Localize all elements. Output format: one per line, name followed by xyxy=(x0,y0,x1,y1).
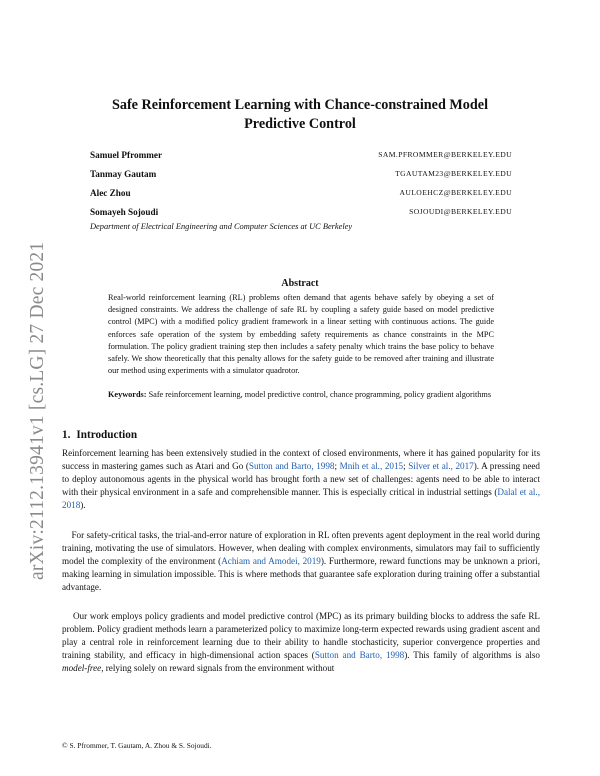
keywords xyxy=(108,389,494,401)
arxiv-identifier: arXiv:2112.13941v1 [cs.LG] 27 Dec 2021 xyxy=(27,241,48,580)
text-run: ). This family of algorithms is also xyxy=(404,650,540,661)
paper-title: Safe Reinforcement Learning with Chance-constrained Model Predictive Control xyxy=(111,97,489,132)
author-name: Somayeh Sojoudi xyxy=(90,207,159,217)
section-number: 1. xyxy=(62,429,71,441)
citation-link[interactable]: Sutton and Barto, 1998 xyxy=(314,650,405,661)
author-email: TGAUTAM23@BERKELEY.EDU xyxy=(395,169,512,178)
section-heading xyxy=(62,429,137,441)
author-row xyxy=(90,207,512,221)
text-run: , relying solely on reward signals from the environment without xyxy=(101,663,335,674)
text-run: ). Furthermore, reward functions may be unknown a priori, making learning in simulation impossible. This is where methods that guarantee safe exploration during training offer a substantial advantage. xyxy=(62,556,540,593)
author-email: AULOEHCZ@BERKELEY.EDU xyxy=(399,188,512,197)
text-run: ; xyxy=(334,461,340,472)
copyright-footer: © S. Pfrommer, T. Gautam, A. Zhou & S. Sojoudi. xyxy=(62,741,212,750)
text-run: ; xyxy=(403,461,409,472)
citation-link[interactable]: Mnih et al., 2015 xyxy=(339,461,404,472)
author-name: Tanmay Gautam xyxy=(90,169,157,179)
author-email: SAM.PFROMMER@BERKELEY.EDU xyxy=(378,150,512,159)
text-run: ). A pressing need to deploy autonomous agents in the physical world has brought forth a new set of challenges: agents need to be able to interact with their physical environment in a safe and comprehensible manner. This is especially critical in industrial settings ( xyxy=(62,461,540,498)
keywords-label: Keywords: xyxy=(108,390,147,399)
author-row xyxy=(90,169,512,183)
text-run: Reinforcement learning has been extensively studied in the context of closed environments, where it has gained popularity for its success in mastering games such as Atari and Go ( xyxy=(62,448,540,472)
citation-link[interactable]: Achiam and Amodei, 2019 xyxy=(221,556,321,567)
text-run: Our work employs policy gradients and model predictive control (MPC) as its primary building blocks to address the safe RL problem. Policy gradient methods learn a parameterized policy to maximize long-term expected rewards using gradient ascent and play a central role in reinforcement learning due to their ability to handle stochasticity, superior convergence properties and training stability, and efficacy in high-dimensional action spaces ( xyxy=(62,611,540,661)
citation-link[interactable]: Dalal et al., 2018 xyxy=(62,487,540,511)
keywords-text: Safe reinforcement learning, model predictive control, chance programming, policy gradient algorithms xyxy=(148,390,492,399)
paragraph xyxy=(62,447,540,512)
section-title: Introduction xyxy=(76,429,138,441)
abstract-heading: Abstract xyxy=(281,278,319,289)
affiliation: Department of Electrical Engineering and Computer Sciences at UC Berkeley xyxy=(90,222,353,231)
citation-link[interactable]: Sutton and Barto, 1998 xyxy=(248,461,335,472)
author-row xyxy=(90,150,512,164)
text-run: ). xyxy=(80,500,86,511)
author-name: Samuel Pfrommer xyxy=(90,150,163,160)
author-row xyxy=(90,188,512,202)
abstract-text: Real-world reinforcement learning (RL) problems often demand that agents behave safely by obeying a set of designed constraints. We address the challenge of safe RL by coupling a safety guide based on model predictive control (MPC) with a modified policy gradient framework in a linear setting with continuous actions. The guide enforces safe operation of the system by embedding safety requirements as chance constraints in the MPC formulation. The policy gradient training step then includes a safety penalty which trains the base policy to behave safely. We show theoretically that this penalty allows for the safety guide to be removed after training and illustrate our method using experiments with a simulator quadrotor. xyxy=(108,293,494,376)
emphasis: model-free xyxy=(62,663,102,674)
author-name: Alec Zhou xyxy=(90,188,131,198)
author-email: SOJOUDI@BERKELEY.EDU xyxy=(409,207,512,216)
paragraph xyxy=(62,610,540,675)
text-run: For safety-critical tasks, the trial-and-error nature of exploration in RL often prevents agent deployment in the real world during training, motivating the use of simulators. However, when dealing with complex environments, simulators may fail to sufficiently model the complexity of the environment ( xyxy=(62,530,540,567)
paragraph xyxy=(62,529,540,594)
citation-link[interactable]: Silver et al., 2017 xyxy=(408,461,474,472)
